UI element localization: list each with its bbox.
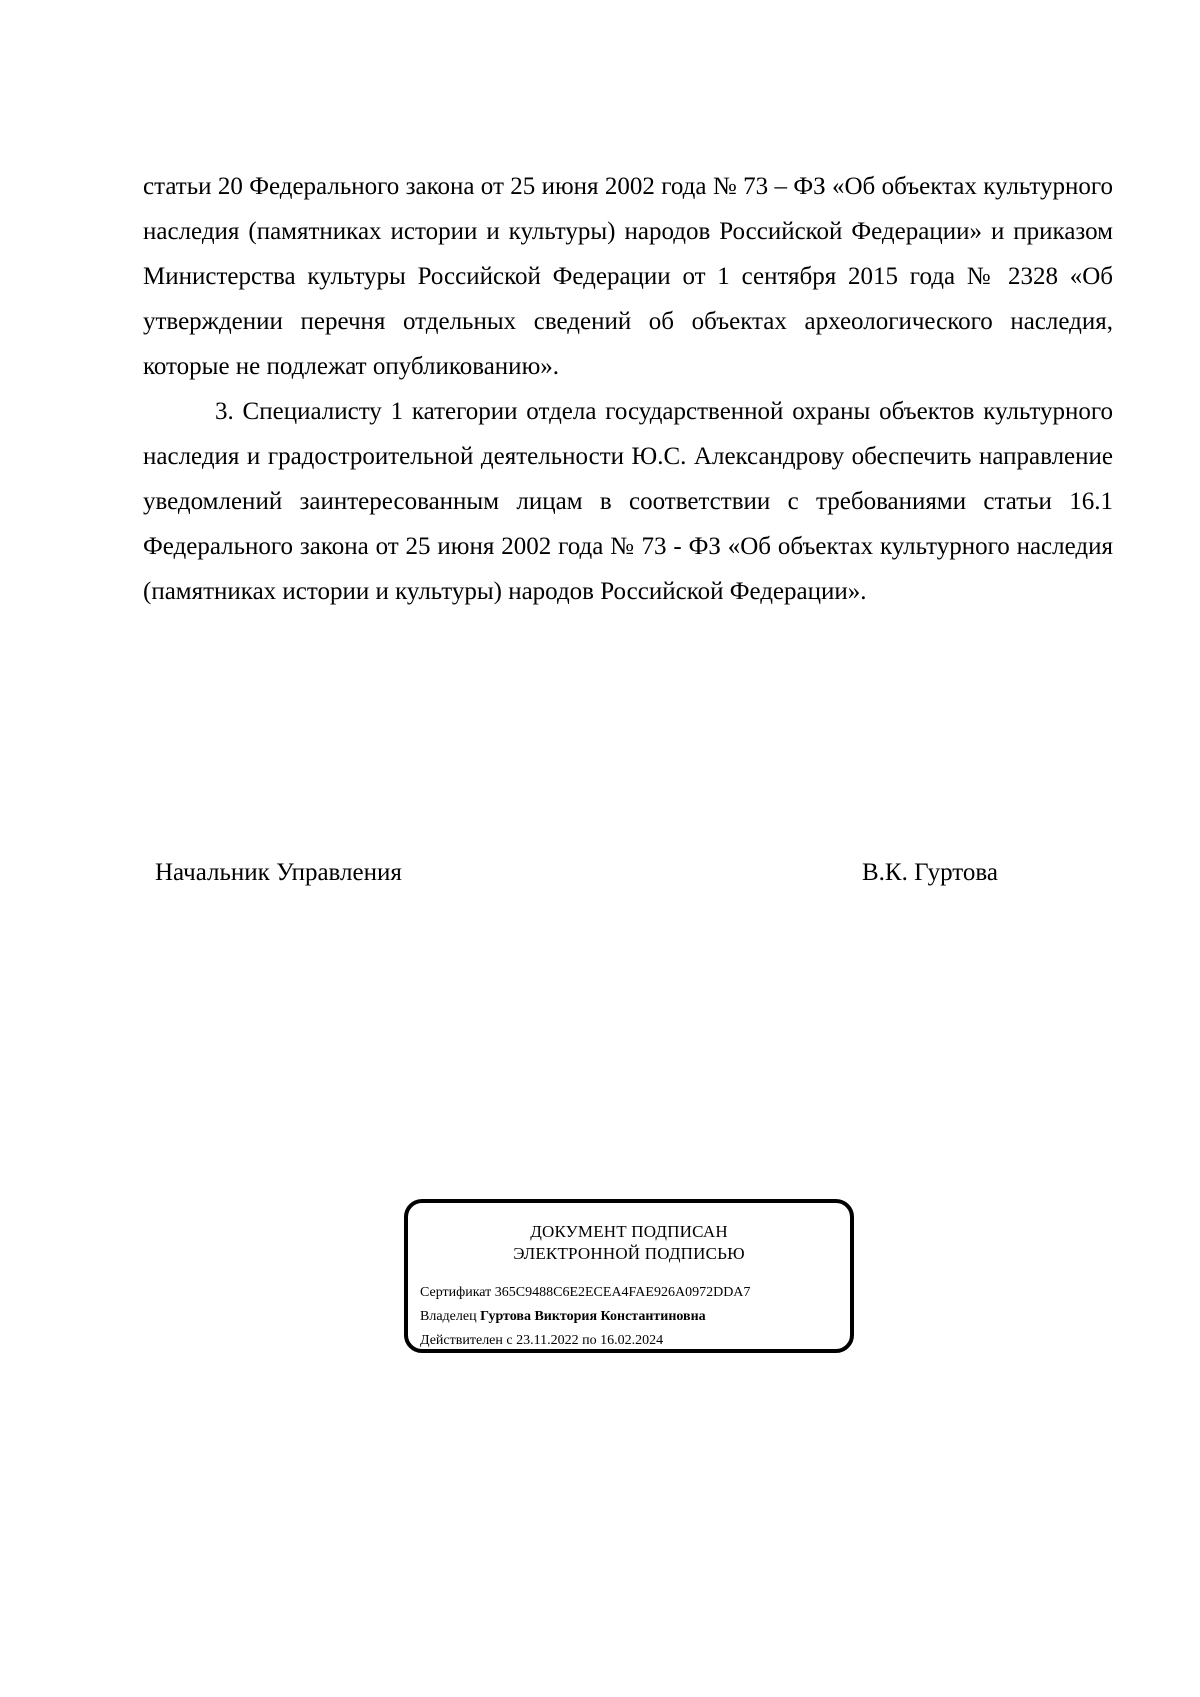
- signatory-name: В.К. Гуртова: [862, 859, 998, 886]
- paragraph-item-3: 3. Специалисту 1 категории отдела государственной охраны объектов культурного наследия и градостроительной деятельности Ю.С. Александрову обеспечить направление уведомлений заинтересованным лицам в соответствии с требованиями статьи 16.1 Федерального закона от 25 июня 2002 года № 73 - ФЗ «Об объектах культурного наследия (памятниках истории и культуры) народов Российской Федерации».: [143, 398, 1113, 605]
- certificate-label: Сертификат: [420, 1285, 492, 1300]
- stamp-owner-line: [420, 1308, 706, 1326]
- stamp-heading-line-2: ЭЛЕКТРОННОЙ ПОДПИСЬЮ: [513, 1244, 745, 1263]
- stamp-certificate-line: [420, 1284, 750, 1302]
- valid-from-date: 23.11.2022: [516, 1333, 579, 1348]
- stamp-validity-line: [420, 1332, 663, 1350]
- owner-label: Владелец: [420, 1309, 477, 1324]
- valid-to-prefix: по: [582, 1333, 597, 1348]
- valid-from-prefix: с: [506, 1333, 513, 1348]
- stamp-heading: [408, 1221, 850, 1265]
- signatory-position: Начальник Управления: [155, 859, 402, 886]
- electronic-signature-stamp: [404, 1199, 854, 1353]
- valid-label: Действителен: [420, 1333, 503, 1348]
- document-body: [143, 164, 1113, 614]
- owner-value: Гуртова Виктория Константиновна: [480, 1309, 706, 1324]
- certificate-value: 365C9488C6E2ECEA4FAE926A0972DDA7: [494, 1285, 751, 1300]
- valid-to-date: 16.02.2024: [600, 1333, 664, 1348]
- stamp-heading-line-1: ДОКУМЕНТ ПОДПИСАН: [530, 1222, 728, 1241]
- paragraph-continuation: статьи 20 Федерального закона от 25 июня 2002 года № 73 – ФЗ «Об объектах культурного наследия (памятниках истории и культуры) народов Российской Федерации» и приказом Министерства культуры Российской Федерации от 1 сентября 2015 года № 2328 «Об утверждении перечня отдельных сведений об объектах археологического наследия, которые не подлежат опубликованию».: [143, 173, 1113, 380]
